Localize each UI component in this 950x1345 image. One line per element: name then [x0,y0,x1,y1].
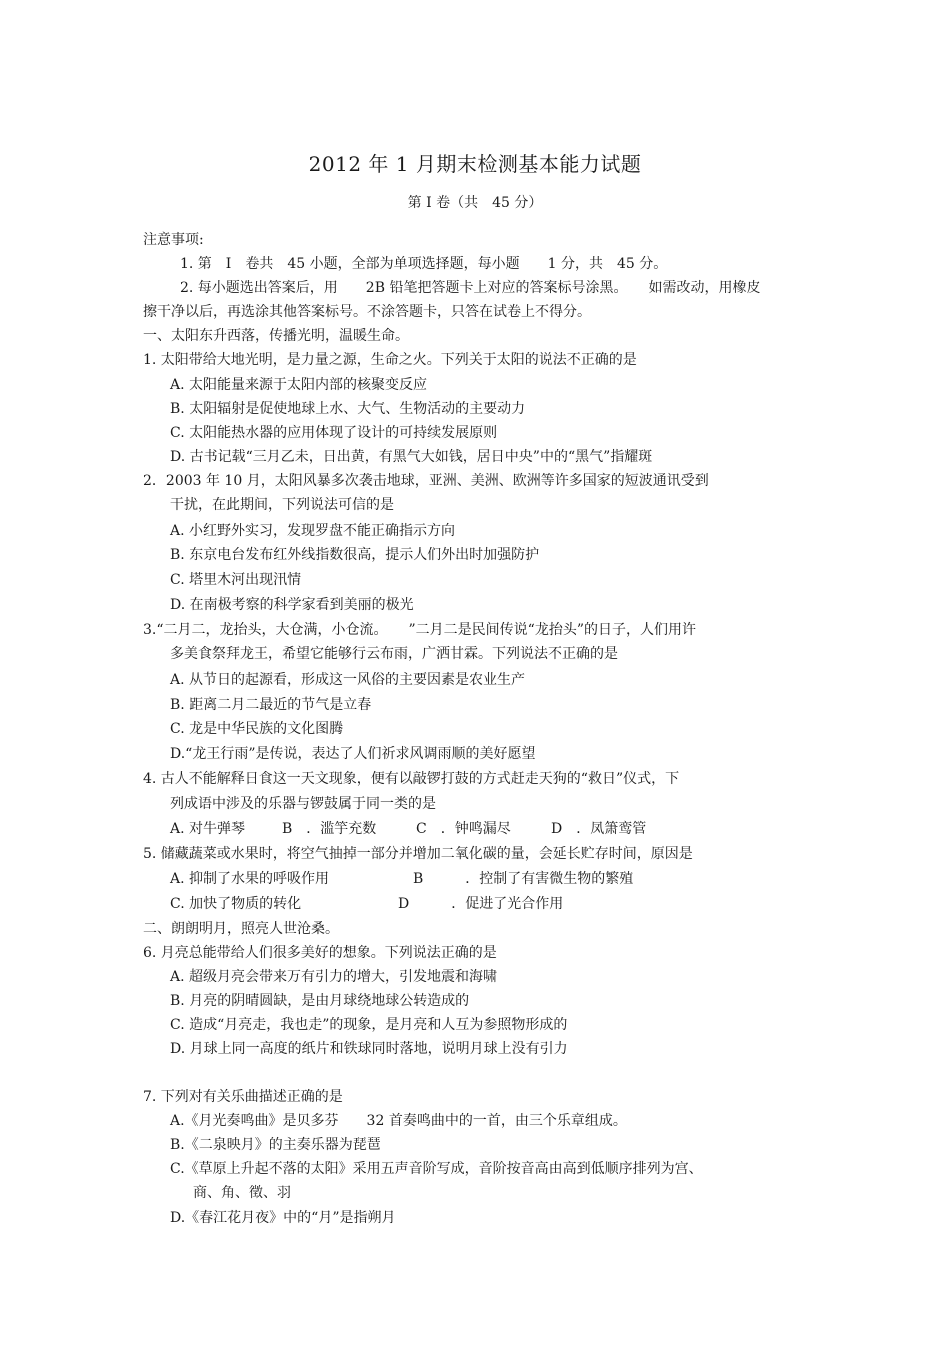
option-c: C ．钟鸣漏尽 [416,821,511,837]
option-b: B ．控制了有害微生物的繁殖 [413,871,634,887]
option-b: B.《二泉映月》的主奏乐器为琵琶 [170,1137,381,1153]
page-title: 2012 年 1 月期末检测基本能力试题 [308,152,642,176]
option-c: C. 龙是中华民族的文化图腾 [170,721,344,737]
question-stem-cont: 干扰，在此期间，下列说法可信的是 [170,497,394,513]
option-c: C. 塔里木河出现汛情 [170,572,302,588]
option-b: B. 东京电台发布红外线指数很高，提示人们外出时加强防护 [170,547,540,563]
notice-item-1: 1. 第 I 卷共 45 小题，全部为单项选择题，每小题 1 分，共 45 分。 [180,256,668,272]
page-subtitle: 第 I 卷（共 45 分） [407,195,543,211]
option-a: A. 小红野外实习，发现罗盘不能正确指示方向 [170,523,456,539]
option-a: A. 抑制了水果的呼吸作用 [170,871,330,887]
option-d: D ．促进了光合作用 [398,896,564,912]
notice-item-2: 2. 每小题选出答案后，用 2B 铅笔把答题卡上对应的答案标号涂黑。 如需改动，用橡皮 [180,280,761,296]
option-a: A. 对牛弹琴 [170,821,246,837]
question-stem: 3.“二月二，龙抬头，大仓满，小仓流。 ”二月二是民间传说“龙抬头”的日子，人们用许 [143,622,696,638]
option-a: A. 从节日的起源看，形成这一风俗的主要因素是农业生产 [170,672,526,688]
option-d: D ．凤箫鸾管 [551,821,647,837]
option-c: C.《草原上升起不落的太阳》采用五声音阶写成，音阶按音高由高到低顺序排列为宫、 [170,1161,703,1177]
option-d: D. 月球上同一高度的纸片和铁球同时落地，说明月球上没有引力 [170,1041,568,1057]
option-a: A. 超级月亮会带来万有引力的增大，引发地震和海啸 [170,969,498,985]
option-row [170,895,690,913]
option-d: D. 在南极考察的科学家看到美丽的极光 [170,597,414,613]
option-c-cont: 商、角、徵、羽 [193,1185,291,1201]
option-c: C. 太阳能热水器的应用体现了设计的可持续发展原则 [170,425,498,441]
section-heading-2: 二、朗朗明月，照亮人世沧桑。 [143,921,339,937]
question-stem: 5. 储藏蔬菜或水果时，将空气抽掉一部分并增加二氧化碳的量，会延长贮存时间，原因是 [143,846,693,862]
option-a: A.《月光奏鸣曲》是贝多芬 32 首奏鸣曲中的一首，由三个乐章组成。 [170,1113,627,1129]
question-stem: 1. 太阳带给大地光明，是力量之源，生命之火。下列关于太阳的说法不正确的是 [143,352,637,368]
question-stem: 6. 月亮总能带给人们很多美好的想象。下列说法正确的是 [143,945,497,961]
option-row [170,820,690,838]
option-d: D. 古书记载“三月乙未，日出黄，有黑气大如钱，居日中央”中的“黑气”指耀斑 [170,449,653,465]
option-c: C. 加快了物质的转化 [170,896,302,912]
option-d: D.《春江花月夜》中的“月”是指朔月 [170,1210,396,1226]
option-d: D.“龙王行雨”是传说，表达了人们祈求风调雨顺的美好愿望 [170,746,536,762]
question-stem: 2．2003 年 10 月，太阳风暴多次袭击地球，亚洲、美洲、欧洲等许多国家的短波通讯受到 [143,473,709,489]
option-b: B. 距离二月二最近的节气是立春 [170,697,372,713]
question-stem: 7. 下列对有关乐曲描述正确的是 [143,1089,343,1105]
notice-heading: 注意事项: [143,232,204,248]
question-stem-cont: 多美食祭拜龙王，希望它能够行云布雨，广洒甘霖。下列说法不正确的是 [170,646,618,662]
option-row [170,870,690,888]
option-b: B. 太阳辐射是促使地球上水、大气、生物活动的主要动力 [170,401,526,417]
option-c: C. 造成“月亮走，我也走”的现象，是月亮和人互为参照物形成的 [170,1017,568,1033]
option-b: B. 月亮的阴晴圆缺，是由月球绕地球公转造成的 [170,993,470,1009]
question-stem-cont: 列成语中涉及的乐器与锣鼓属于同一类的是 [170,796,436,812]
notice-item-2-cont: 擦干净以后，再选涂其他答案标号。不涂答题卡，只答在试卷上不得分。 [143,304,591,320]
question-stem: 4. 古人不能解释日食这一天文现象，便有以敲锣打鼓的方式赶走天狗的“救日”仪式，下 [143,771,680,787]
option-a: A. 太阳能量来源于太阳内部的核聚变反应 [170,377,428,393]
option-b: B ．滥竽充数 [282,821,377,837]
section-heading-1: 一、太阳东升西落，传播光明，温暖生命。 [143,328,409,344]
